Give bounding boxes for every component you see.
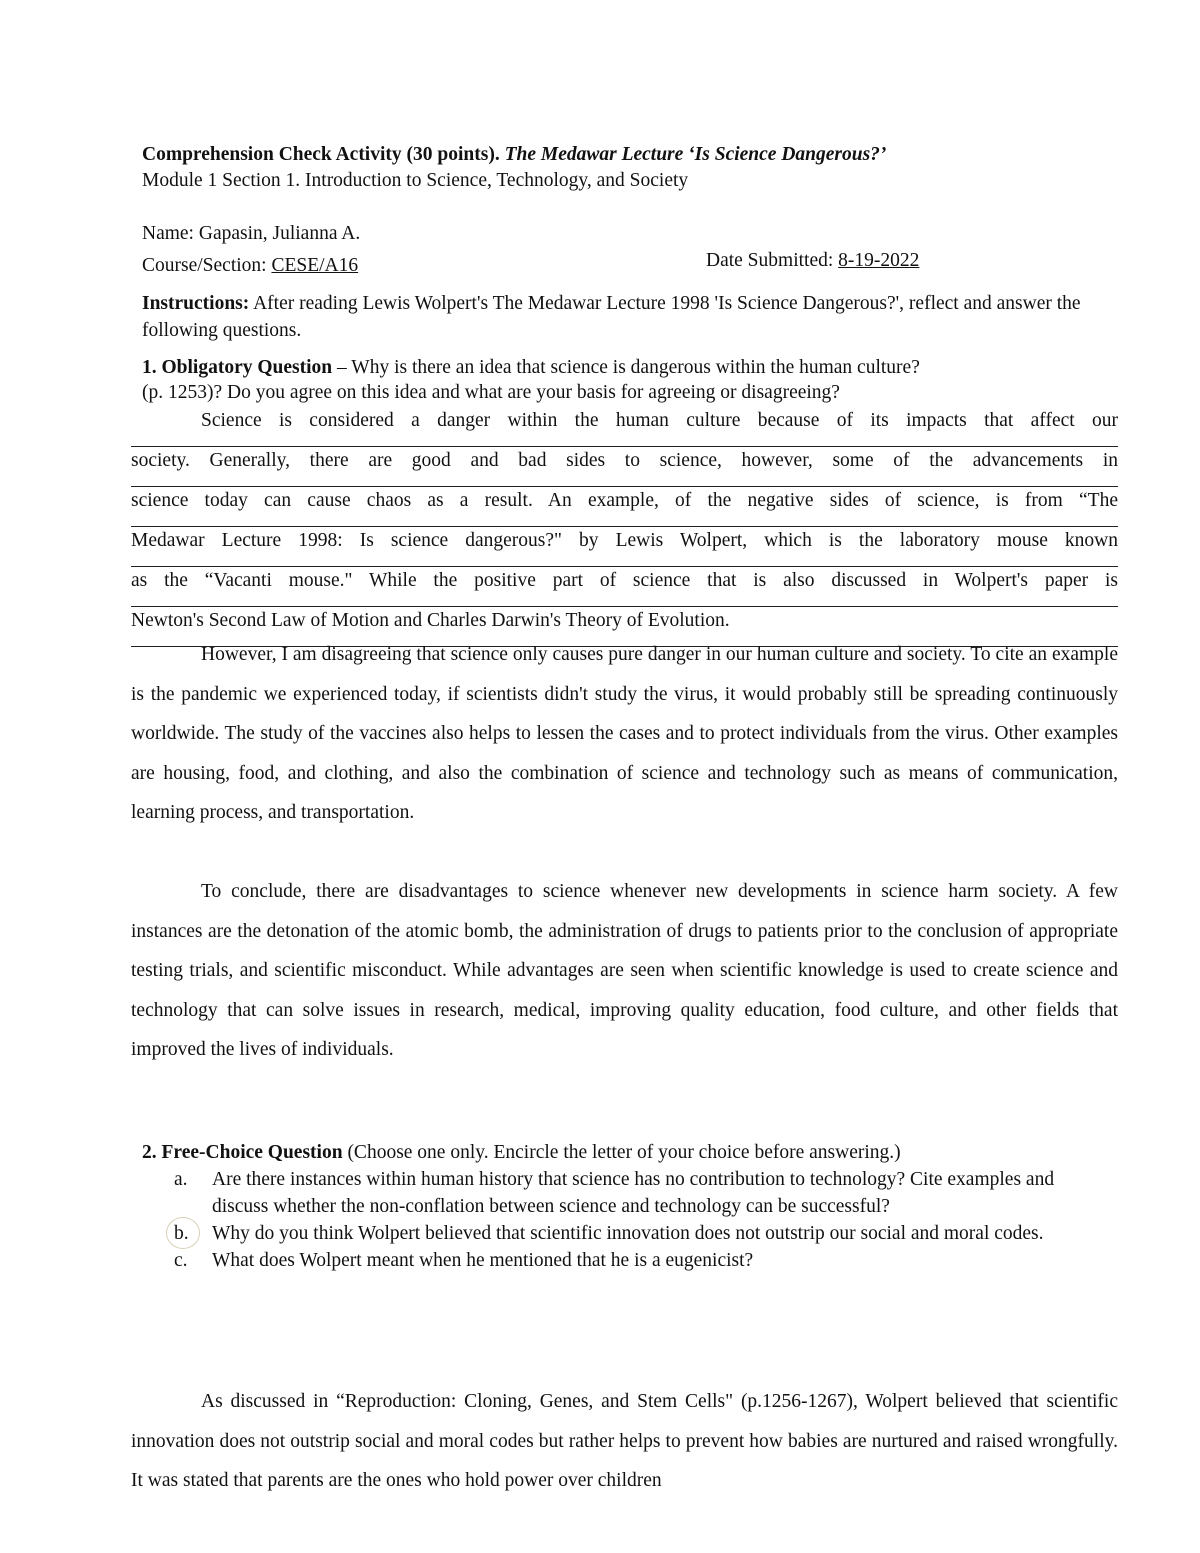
option-c (174, 1247, 1074, 1274)
answer-1-paragraph-2 (131, 635, 1118, 833)
paragraph-text: To conclude, there are disadvantages to science whenever new developments in science harm society. A few instances are the detonation of the atomic bomb, the administration of drugs to patients prior to the conclusion of appropriate testing trials, and scientific misconduct. While advantages are seen when scientific knowledge is used to create science and technology that can solve issues in research, medical, improving quality education, food culture, and other fields that improved the lives of individuals. (131, 881, 1118, 1060)
option-letter: c. (174, 1250, 188, 1271)
answer-line: science today can cause chaos as a result. An example, of the negative sides of science, is from “The (131, 487, 1118, 527)
answer-1-ruled-block (131, 407, 1118, 647)
option-b (174, 1220, 1074, 1247)
question-1-prompt-line1 (142, 355, 1122, 380)
answer-line: Medawar Lecture 1998: Is science dangerous?" by Lewis Wolpert, which is the laboratory mouse known (131, 527, 1118, 567)
answer-2-paragraph (131, 1382, 1118, 1501)
option-letter: b. (174, 1223, 189, 1244)
answer-line: society. Generally, there are good and bad sides to science, however, some of the advancements in (131, 447, 1118, 487)
option-letter: a. (174, 1169, 188, 1190)
option-a (174, 1166, 1074, 1220)
question-1-prompt-line2: (p. 1253)? Do you agree on this idea and what are your basis for agreeing or disagreeing? (142, 382, 840, 403)
question-2-options (174, 1166, 1074, 1274)
instructions-label: Instructions: (142, 293, 250, 314)
paragraph-text: As discussed in “Reproduction: Cloning, Genes, and Stem Cells" (p.1256-1267), Wolpert believed that scientific innovation does not outstrip social and moral codes but rather helps to prevent how babies are nurtured and raised wrongfully. It was stated that parents are the ones who hold power over children (131, 1391, 1118, 1491)
activity-title-italic: The Medawar Lecture ‘Is Science Dangerous?’ (504, 144, 887, 165)
answer-line: Newton's Second Law of Motion and Charles Darwin's Theory of Evolution. (131, 607, 1118, 647)
course-value: CESE/A16 (271, 255, 359, 276)
date-value: 8-19-2022 (838, 250, 920, 271)
question-2-instruction: (Choose one only. Encircle the letter of your choice before answering.) (347, 1142, 901, 1163)
instructions-text: After reading Lewis Wolpert's The Medawar Lecture 1998 'Is Science Dangerous?', reflect and answer the following questions. (142, 293, 1081, 341)
question-2-label: 2. Free-Choice Question (142, 1142, 343, 1163)
question-1-label: 1. Obligatory Question (142, 357, 333, 378)
activity-title (142, 142, 1102, 168)
course-line (142, 253, 358, 279)
name-value: Gapasin, Julianna A. (198, 223, 361, 244)
option-text: Why do you think Wolpert believed that scientific innovation does not outstrip our social and moral codes. (212, 1223, 1044, 1244)
module-line: Module 1 Section 1. Introduction to Science, Technology, and Society (142, 170, 689, 191)
course-label: Course/Section: (142, 255, 267, 276)
instructions (142, 290, 1117, 344)
question-1-prompt: – Why is there an idea that science is dangerous within the human culture? (337, 357, 920, 378)
answer-1-paragraph-3 (131, 872, 1118, 1070)
date-label: Date Submitted: (706, 250, 834, 271)
answer-line: as the “Vacanti mouse." While the positive part of science that is also discussed in Wolpert's paper is (131, 567, 1118, 607)
name-label: Name: (142, 223, 194, 244)
activity-title-bold: Comprehension Check Activity (30 points). (142, 144, 500, 165)
document-header (142, 142, 1102, 194)
answer-line: Science is considered a danger within the human culture because of its impacts that affect our (131, 407, 1118, 447)
option-text: What does Wolpert meant when he mentioned that he is a eugenicist? (212, 1250, 754, 1271)
date-line (706, 248, 919, 274)
question-2 (142, 1140, 1102, 1166)
question-1 (142, 355, 1122, 405)
option-text: Are there instances within human history that science has no contribution to technology? Cite examples and discuss whether the non-conflation between science and technology can be successful? (212, 1169, 1055, 1217)
name-line (142, 221, 360, 247)
paragraph-text: However, I am disagreeing that science only causes pure danger in our human culture and society. To cite an example is the pandemic we experienced today, if scientists didn't study the virus, it would probably still be spreading continuously worldwide. The study of the vaccines also helps to lessen the cases and to protect individuals from the virus. Other examples are housing, food, and clothing, and also the combination of science and technology such as means of communication, learning process, and transportation. (131, 644, 1118, 823)
